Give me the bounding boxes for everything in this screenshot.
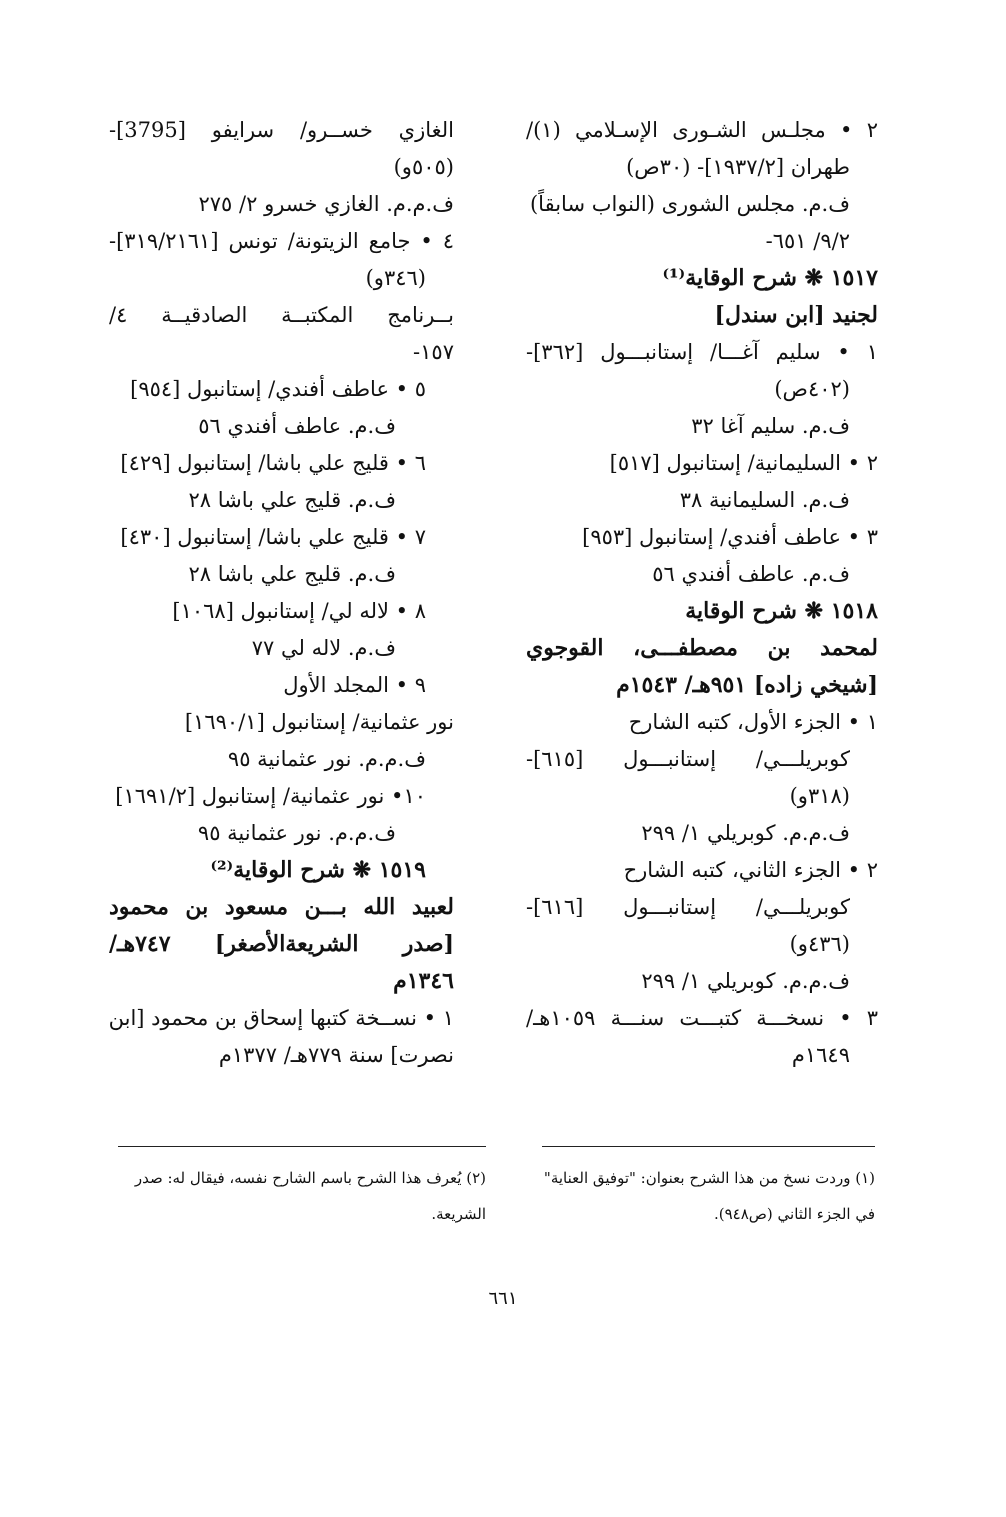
text-line: نصرت] سنة ٧٧٩هـ/ ١٣٧٧م	[218, 1043, 454, 1067]
text-line: كوبريلـــي/ إستانبـــول [٦١٦]-	[526, 895, 850, 919]
text-line: ٦ • قليج علي باشا/ إستانبول [٤٢٩]	[120, 451, 426, 475]
text-line: (٤٠٢ص)	[774, 377, 850, 401]
text-line: (٤٣٦و)	[789, 932, 850, 956]
text-line: ٢ • السليمانية/ إستانبول [٥١٧]	[609, 451, 878, 475]
text-line: بــرنامج المكتبــة الصادقيــة ٤/	[109, 303, 454, 327]
text-line: لجنيد [ابن سندل]	[714, 302, 878, 328]
text-line: ١ • نســخة كتبها إسحاق بن محمود [ابن	[108, 1006, 454, 1030]
footnote-1: (١) وردت نسخ من هذا الشرح بعنوان: "توفيق العناية" في الجزء الثاني (ص٩٤٨).	[543, 1169, 875, 1223]
text-line: (٣٤٦و)	[365, 266, 426, 290]
text-line: ١ • سليم آغـــا/ إستانبـــول [٣٦٢]-	[526, 340, 878, 364]
text-line: ف.م.م. نور عثمانية ٩٥	[197, 821, 396, 845]
page-number: ٦٦١	[488, 1288, 518, 1309]
text-line: نور عثمانية/ إستانبول [١٦٩٠/١]	[184, 710, 454, 734]
text-line: ١ • الجزء الأول، كتبه الشارح	[628, 710, 878, 734]
text-line: لمحمد بن مصطفـــى، القوجوي	[526, 635, 878, 661]
text-line: ١٥١٨ ❋ شرح الوقاية	[685, 598, 878, 624]
text-line: ٣ • عاطف أفندي/ إستانبول [٩٥٣]	[582, 525, 878, 549]
text-line: ف.م. عاطف أفندي ٥٦	[652, 562, 850, 586]
text-line: ف.م. قليج علي باشا ٢٨	[188, 562, 396, 586]
text-line: ف.م.م. كوبريلي ١/ ٢٩٩	[641, 821, 850, 845]
text-line: ١٦٤٩م	[791, 1043, 850, 1067]
text-line: ٧ • قليج علي باشا/ إستانبول [٤٣٠]	[120, 525, 426, 549]
text-line: [صدر الشريعةالأصغر] ٧٤٧هـ/	[109, 931, 454, 957]
left-column	[109, 112, 454, 1074]
text-line: ف.م.م. الغازي خسرو ٢/ ٢٧٥	[198, 192, 454, 216]
text-line: ٩ • المجلد الأول	[283, 673, 426, 697]
text-line: ف.م. عاطف أفندي ٥٦	[198, 414, 396, 438]
text-line: ٣ • نسخـــة كتبـــت سنـــة ١٠٥٩هـ/	[526, 1006, 878, 1030]
text-line: ١٠• نور عثمانية/ إستانبول [١٦٩١/٢]	[115, 784, 426, 808]
text-line: ف.م. قليج علي باشا ٢٨	[188, 488, 396, 512]
text-line: ٢ • الجزء الثاني، كتبه الشارح	[623, 858, 878, 882]
text-line: (٣١٨و)	[789, 784, 850, 808]
text-line: كوبريلـــي/ إستانبـــول [٦١٥]-	[526, 747, 850, 771]
text-line: ف.م. سليم آغا ٣٢	[691, 414, 850, 438]
text-line: طهران [١٩٣٧/٢]- (٣٠ص)	[626, 155, 850, 179]
text-line: ١٥٧-	[413, 340, 454, 364]
right-column	[526, 112, 878, 1074]
footnote-rule-left	[118, 1146, 486, 1147]
text-line: ٢ • مجلـس الشـورى الإسـلامي (١)/	[526, 118, 878, 142]
text-line: ف.م.م. نور عثمانية ٩٥	[227, 747, 426, 771]
text-line: [شيخي زاده] ٩٥١هـ/ ١٥٤٣م	[616, 672, 878, 698]
text-line: ف.م.م. كوبريلي ١/ ٢٩٩	[641, 969, 850, 993]
text-line: ٤ • جامع الزيتونة/ تونس [٣١٩/٢١٦١]-	[109, 229, 454, 253]
text-line: ٥ • عاطف أفندي/ إستانبول [٩٥٤]	[130, 377, 426, 401]
text-line: الغازي خســرو/ سرايفو [3795]-	[109, 118, 454, 142]
text-line: ف.م. لاله لي ٧٧	[251, 636, 396, 660]
footnote-rule-right	[542, 1146, 875, 1147]
text-line: ف.م. السليمانية ٣٨	[679, 488, 850, 512]
text-line: ١٣٤٦م	[393, 968, 454, 994]
text-line: ٩/٢/ ٦٥١-	[765, 229, 850, 253]
text-line: ٨ • لاله لي/ إستانبول [١٠٦٨]	[172, 599, 426, 623]
text-line: (٥٠٥و)	[393, 155, 454, 179]
footnote-2: (٢) يُعرف هذا الشرح باسم الشارح نفسه، فيقال له: صدر الشريعة.	[134, 1169, 486, 1223]
text-line: ١٥١٩ ❋ شرح الوقاية⁽²⁾	[210, 857, 426, 883]
text-line: لعبيد الله بـــن مسعود بن محمود	[109, 894, 454, 920]
text-line: ف.م. مجلس الشورى (النواب سابقاً)	[529, 192, 850, 216]
text-line: ١٥١٧ ❋ شرح الوقاية⁽¹⁾	[662, 265, 878, 291]
